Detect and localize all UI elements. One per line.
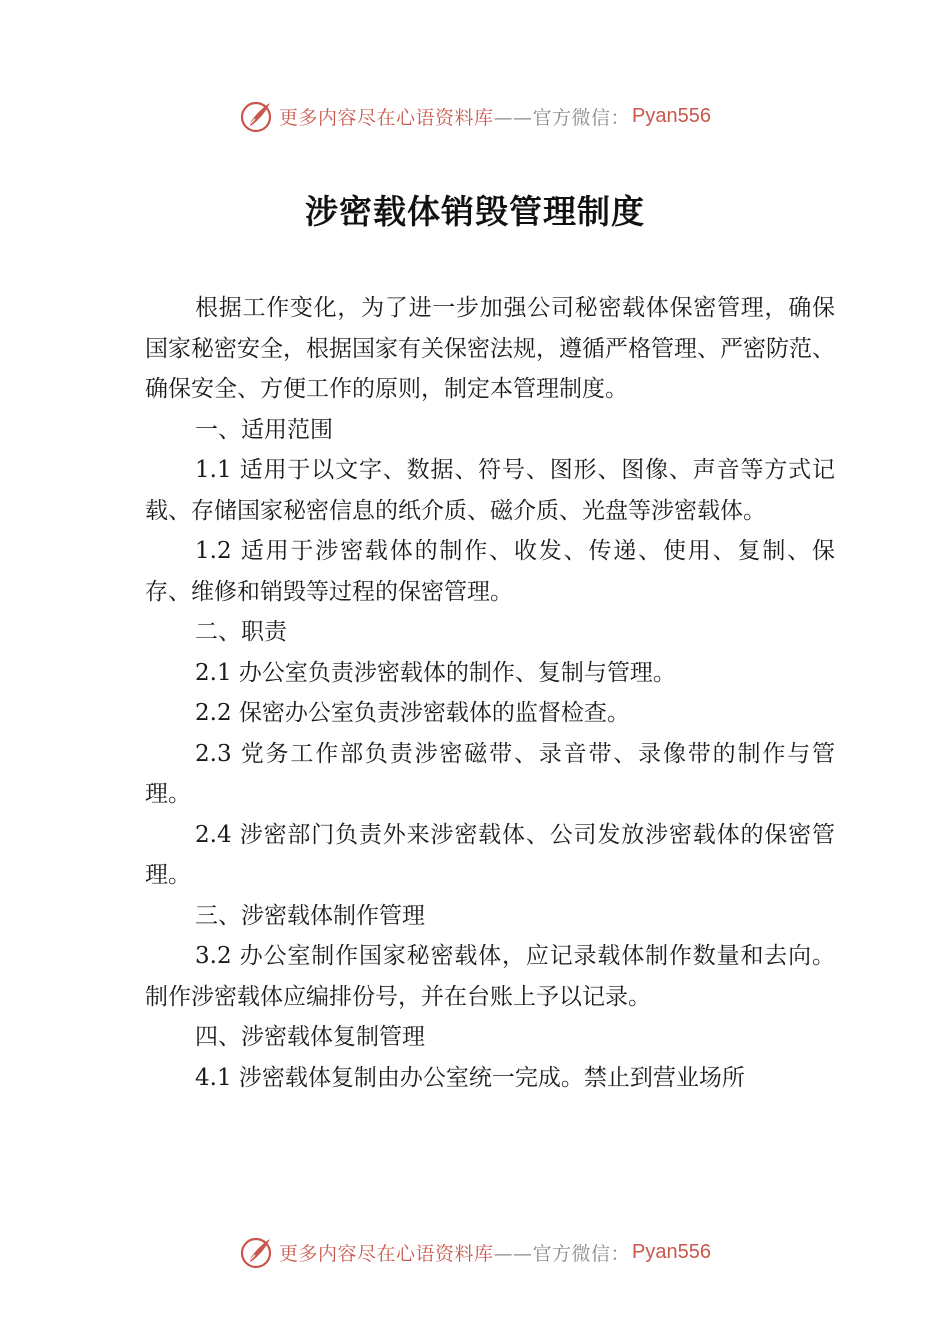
- banner-dash: ——: [493, 106, 533, 129]
- footer-watermark-banner: [0, 1232, 950, 1272]
- section-heading: 四、涉密载体复制管理: [195, 1024, 425, 1050]
- body-paragraph: 2.2 保密办公室负责涉密载体的监督检查。: [195, 700, 630, 726]
- section-heading: 一、适用范围: [195, 416, 333, 443]
- section-heading: 三、涉密载体制作管理: [195, 902, 425, 929]
- banner-wechat-id: Pyan556: [632, 1240, 711, 1263]
- body-paragraph: 1.2 适用于涉密载体的制作、收发、传递、使用、复制、保存、维修和销毁等过程的保密管理。: [145, 538, 835, 605]
- header-watermark-banner: [0, 96, 950, 136]
- body-paragraph: 2.4 涉密部门负责外来涉密载体、公司发放涉密载体的保密管理。: [145, 821, 835, 888]
- body-paragraph: 2.1 办公室负责涉密载体的制作、复制与管理。: [195, 659, 676, 686]
- banner-slogan: [279, 1239, 630, 1266]
- banner-label: 官方微信：: [532, 106, 631, 129]
- document-title: 涉密载体销毁管理制度: [305, 192, 645, 231]
- body-paragraph: 4.1 涉密载体复制由办公室统一完成。禁止到营业场所: [195, 1064, 745, 1091]
- banner-label: 官方微信：: [532, 1242, 631, 1265]
- banner-text: 更多内容尽在心语资料库: [279, 106, 494, 129]
- section-heading: 二、职责: [195, 619, 287, 645]
- body-paragraph: 3.2 办公室制作国家秘密载体，应记录载体制作数量和去向。制作涉密载体应编排份号，并在台账上予以记录。: [145, 943, 835, 1010]
- document-body: [145, 288, 835, 1098]
- banner-text: 更多内容尽在心语资料库: [279, 1242, 494, 1265]
- body-paragraph: 根据工作变化，为了进一步加强公司秘密载体保密管理，确保国家秘密安全，根据国家有关保密法规，遵循严格管理、严密防范、确保安全、方便工作的原则，制定本管理制度。: [145, 295, 835, 402]
- quill-logo-icon: [239, 1234, 275, 1270]
- quill-logo-icon: [239, 98, 275, 134]
- body-paragraph: 2.3 党务工作部负责涉密磁带、录音带、录像带的制作与管理。: [145, 740, 835, 807]
- banner-slogan: [279, 103, 630, 130]
- banner-dash: ——: [493, 1242, 533, 1265]
- body-paragraph: 1.1 适用于以文字、数据、符号、图形、图像、声音等方式记载、存储国家秘密信息的纸介质、磁介质、光盘等涉密载体。: [145, 457, 835, 524]
- banner-wechat-id: Pyan556: [632, 104, 711, 127]
